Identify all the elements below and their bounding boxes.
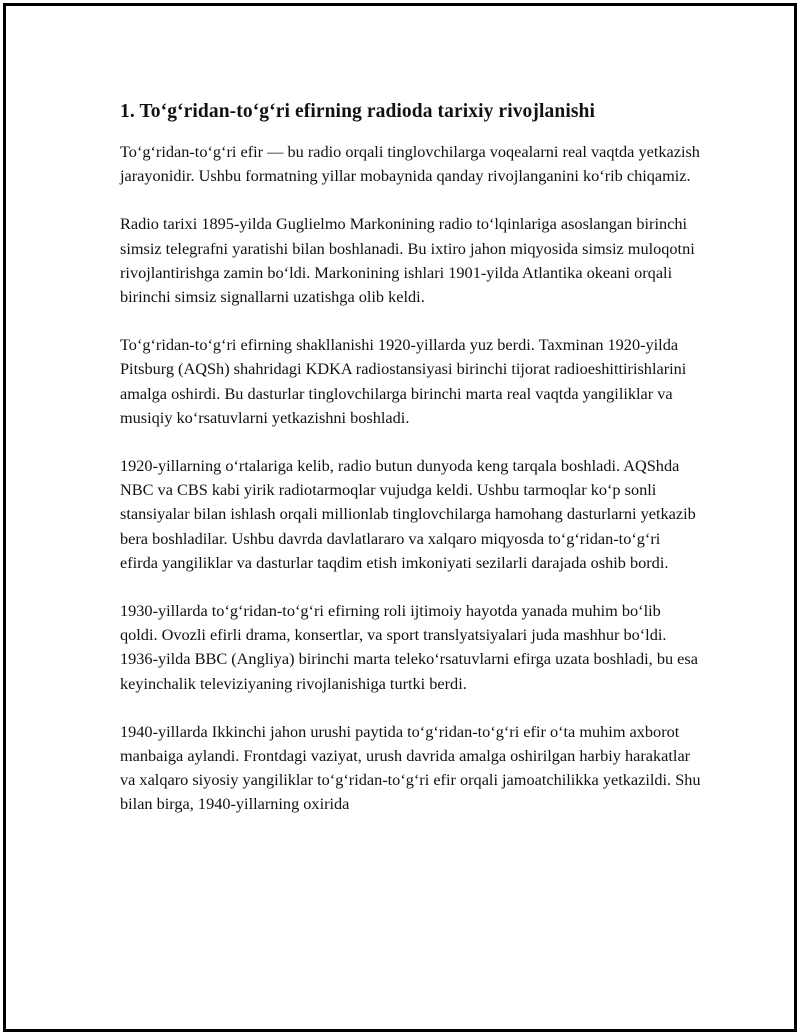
paragraph: 1930-yillarda to‘g‘ridan-to‘g‘ri efirning roli ijtimoiy hayotda yanada muhim bo‘lib qoldi. Ovozli efirli drama, konsertlar, va sport translyatsiyalari juda mashhur bo‘ldi. 1936-yilda BBC (Angliya) birinchi marta teleko‘rsatuvlarni efirga uzata boshladi, bu esa keyinchalik televiziyaning rivojlanishiga turtki berdi. xyxy=(120,601,698,693)
paragraph: 1920-yillarning o‘rtalariga kelib, radio butun dunyoda keng tarqala boshladi. AQShda NBC va CBS kabi yirik radiotarmoqlar vujudga keldi. Ushbu tarmoqlar ko‘p sonli stansiyalar bilan ishlash orqali millionlab tinglovchilarga hamohang dasturlarni yetkazib bera boshladilar. Ushbu davrda davlatlararo va xalqaro miqyosda to‘g‘ridan-to‘g‘ri efirda yangiliklar va dasturlar taqdim etish imkoniyati sezilarli darajada oshib bordi. xyxy=(120,456,696,572)
document-body xyxy=(120,99,702,841)
page-frame xyxy=(3,3,797,1032)
section-heading: 1. To‘g‘ridan-to‘g‘ri efirning radioda tarixiy rivojlanishi xyxy=(120,101,595,122)
paragraph: To‘g‘ridan-to‘g‘ri efirning shakllanishi 1920-yillarda yuz berdi. Taxminan 1920-yilda Pitsburg (AQSh) shahridagi KDKA radiostansiyasi birinchi tijorat radioeshittirishlarini amalga oshirdi. Bu dasturlar tinglovchilarga birinchi marta real vaqtda yangiliklar va musiqiy ko‘rsatuvlarni yetkazishni boshladi. xyxy=(120,335,687,427)
paragraph: 1940-yillarda Ikkinchi jahon urushi paytida to‘g‘ridan-to‘g‘ri efir o‘ta muhim axborot manbaiga aylandi. Frontdagi vaziyat, urush davrida amalga oshirilgan harbiy harakatlar va xalqaro siyosiy yangiliklar to‘g‘ridan-to‘g‘ri efir orqali jamoatchilikka yetkazildi. Shu bilan birga, 1940-yillarning oxirida xyxy=(120,721,701,814)
paragraph: To‘g‘ridan-to‘g‘ri efir — bu radio orqali tinglovchilarga voqealarni real vaqtda yetkazish jarayonidir. Ushbu formatning yillar mobaynida qanday rivojlanganini ko‘rib chiqamiz. xyxy=(120,142,700,186)
paragraph: Radio tarixi 1895-yilda Guglielmo Markonining radio to‘lqinlariga asoslangan birinchi simsiz telegrafni yaratishi bilan boshlanadi. Bu ixtiro jahon miqyosida simsiz muloqotni rivojlantirishga zamin bo‘ldi. Markonining ishlari 1901-yilda Atlantika okeani orqali birinchi simsiz signallarni uzatishga olib keldi. xyxy=(120,214,695,307)
